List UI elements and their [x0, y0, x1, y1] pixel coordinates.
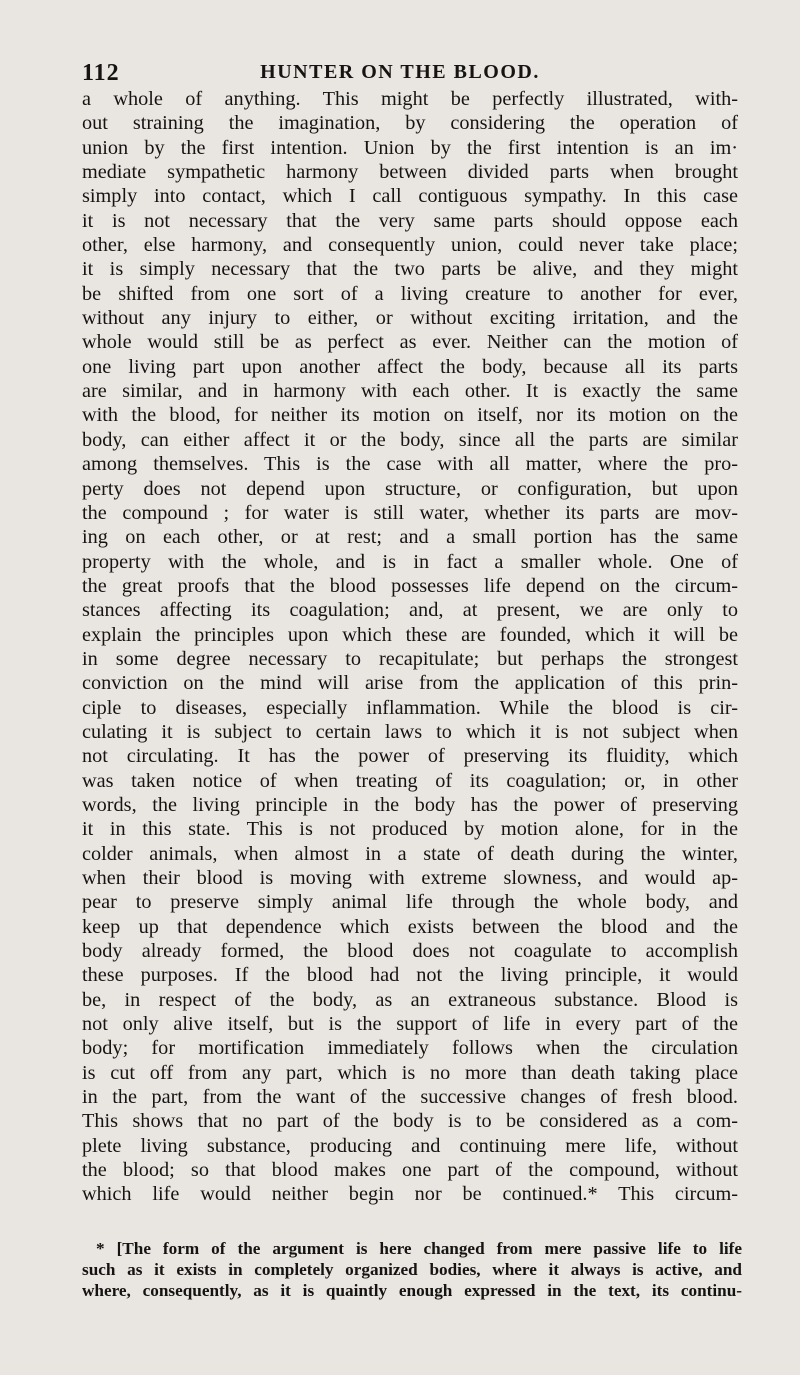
text-line: body already formed, the blood does not coagulate to accomplish: [82, 940, 738, 963]
text-line: be, in respect of the body, as an extraneous substance. Blood is: [82, 988, 738, 1011]
running-title: HUNTER ON THE BLOOD.: [260, 61, 540, 83]
text-line: the great proofs that the blood possesses life depend on the circum-: [82, 574, 738, 597]
footnote-line: where, consequently, as it is quaintly enough expressed in the text, its continu-: [82, 1281, 742, 1300]
text-line: the blood; so that blood makes one part of the compound, without: [82, 1159, 738, 1182]
text-line: whole would still be as perfect as ever. Neither can the motion of: [82, 331, 738, 354]
text-line: when their blood is moving with extreme slowness, and would ap-: [82, 867, 738, 889]
text-line: without any injury to either, or without exciting irritation, and the: [82, 307, 738, 330]
body-text: [82, 87, 738, 1207]
text-line: these purposes. If the blood had not the living principle, it would: [82, 964, 738, 987]
text-line: it is simply necessary that the two parts be alive, and they might: [82, 258, 738, 281]
text-line: is cut off from any part, which is no more than death taking place: [82, 1061, 738, 1084]
running-header: [0, 60, 800, 84]
text-line: mediate sympathetic harmony between divided parts when brought: [82, 161, 738, 184]
footnote-line: such as it exists in completely organized bodies, where it always is active, and: [82, 1260, 742, 1279]
text-line: in some degree necessary to recapitulate; but perhaps the strongest: [82, 647, 738, 670]
text-line: not circulating. It has the power of preserving its fluidity, which: [82, 745, 738, 768]
text-line: property with the whole, and is in fact a smaller whole. One of: [82, 550, 738, 573]
text-line: in the part, from the want of the successive changes of fresh blood.: [82, 1086, 738, 1109]
page-number: 112: [82, 60, 120, 86]
text-line: stances affecting its coagulation; and, at present, we are only to: [82, 599, 738, 622]
text-line: are similar, and in harmony with each other. It is exactly the same: [82, 380, 738, 403]
text-line: not only alive itself, but is the support of life in every part of the: [82, 1013, 738, 1036]
text-line: it is not necessary that the very same parts should oppose each: [82, 209, 738, 232]
text-line: body; for mortification immediately follows when the circulation: [82, 1037, 738, 1060]
text-line: ciple to diseases, especially inflammation. While the blood is cir-: [82, 696, 738, 719]
text-line: which life would neither begin nor be continued.* This circum-: [82, 1183, 738, 1206]
text-line: one living part upon another affect the body, because all its parts: [82, 355, 738, 378]
text-line: body, can either affect it or the body, since all the parts are similar: [82, 428, 738, 451]
text-line: words, the living principle in the body has the power of preserving: [82, 793, 738, 816]
text-line: union by the first intention. Union by the first intention is an im·: [82, 136, 738, 159]
text-line: with the blood, for neither its motion on itself, nor its motion on the: [82, 404, 738, 427]
text-line: other, else harmony, and consequently union, could never take place;: [82, 234, 738, 257]
text-line: it in this state. This is not produced by motion alone, for in the: [82, 818, 738, 841]
text-line: the compound ; for water is still water, whether its parts are mov-: [82, 501, 738, 524]
text-line: a whole of anything. This might be perfectly illustrated, with-: [82, 88, 738, 110]
text-line: plete living substance, producing and continuing mere life, without: [82, 1134, 738, 1157]
text-line: This shows that no part of the body is to be considered as a com-: [82, 1110, 738, 1133]
footnote-line: * [The form of the argument is here changed from mere passive life to life: [96, 1239, 742, 1258]
text-line: be shifted from one sort of a living creature to another for ever,: [82, 282, 738, 305]
text-line: simply into contact, which I call contiguous sympathy. In this case: [82, 185, 738, 208]
text-line: explain the principles upon which these are founded, which it will be: [82, 623, 738, 646]
text-line: colder animals, when almost in a state of death during the winter,: [82, 842, 738, 865]
text-line: out straining the imagination, by considering the operation of: [82, 112, 738, 135]
text-line: culating it is subject to certain laws to which it is not subject when: [82, 720, 738, 743]
text-line: among themselves. This is the case with all matter, where the pro-: [82, 453, 738, 476]
footnote: [82, 1238, 742, 1301]
text-line: ing on each other, or at rest; and a small portion has the same: [82, 526, 738, 549]
text-line: perty does not depend upon structure, or configuration, but upon: [82, 477, 738, 500]
text-line: keep up that dependence which exists between the blood and the: [82, 915, 738, 938]
text-line: conviction on the mind will arise from the application of this prin-: [82, 672, 738, 695]
text-line: pear to preserve simply animal life through the whole body, and: [82, 891, 738, 914]
text-line: was taken notice of when treating of its coagulation; or, in other: [82, 769, 738, 792]
